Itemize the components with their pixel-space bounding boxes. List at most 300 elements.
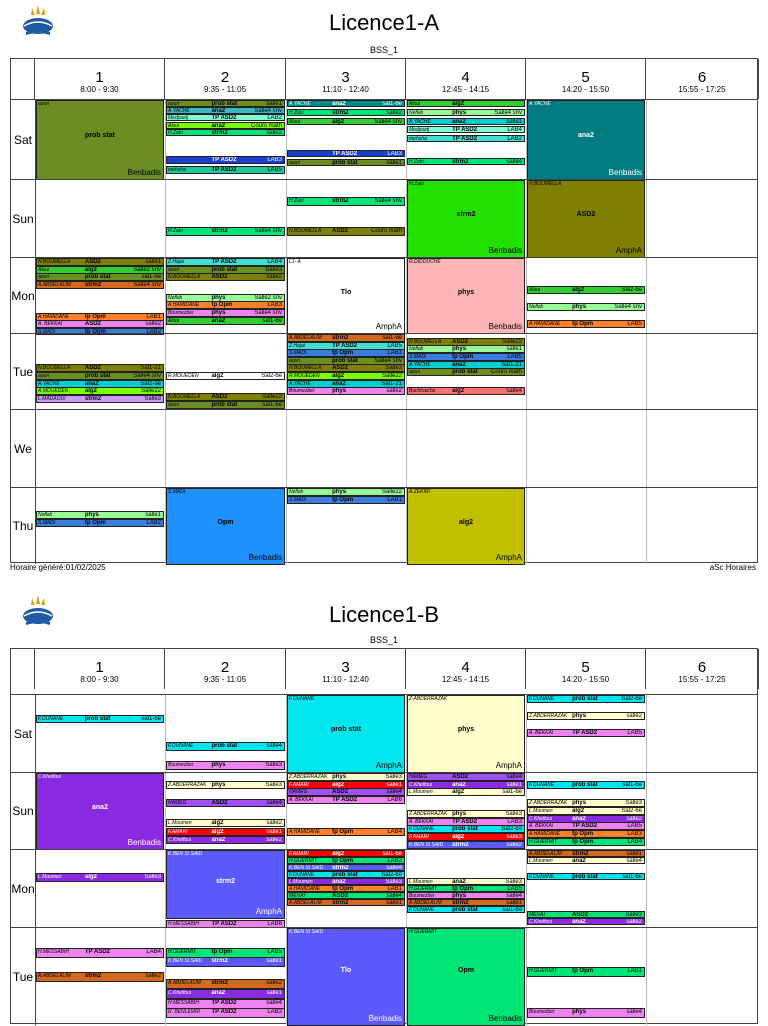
subject-name: alg2: [332, 782, 345, 788]
lesson-card[interactable]: [287, 109, 405, 116]
lesson-card[interactable]: [287, 773, 405, 781]
lesson-card[interactable]: [527, 850, 645, 857]
room-name: Benbadis: [127, 838, 161, 847]
subject-name: tp Opm: [572, 839, 594, 845]
lesson-card[interactable]: [166, 107, 285, 114]
teacher-name: C.Khelfoui: [529, 816, 553, 822]
subject-name: TP ASD2: [84, 949, 110, 955]
lesson-card[interactable]: [407, 180, 525, 258]
lesson-card[interactable]: [287, 118, 405, 125]
room-name: salle1: [506, 900, 522, 906]
column-divider: [165, 410, 166, 487]
lesson-card[interactable]: [166, 799, 285, 807]
lesson-card[interactable]: [287, 150, 405, 157]
lesson-card[interactable]: [407, 118, 525, 125]
period-header: [165, 649, 286, 689]
room-name: Salle3: [265, 762, 282, 768]
subject-name: strm2: [84, 396, 102, 402]
subject-name: ana2: [211, 108, 226, 114]
lesson-card[interactable]: [407, 906, 525, 913]
teacher-name: A.YACHE: [409, 362, 431, 368]
teacher-name: A.ABDELALIM: [409, 900, 442, 906]
lesson-card[interactable]: [36, 372, 164, 380]
room-name: LAB5: [627, 730, 642, 736]
lesson-card[interactable]: [407, 353, 525, 361]
lesson-card[interactable]: [166, 488, 285, 565]
teacher-name: A. BEKKAI: [409, 819, 434, 825]
room-name: salle4: [626, 858, 642, 864]
room-name: salle2: [626, 713, 642, 719]
room-name: Salle3: [625, 800, 642, 806]
room-name: Cours math: [370, 228, 402, 234]
teacher-name: A.ABDELALIM: [289, 335, 322, 341]
lesson-card[interactable]: [36, 773, 164, 850]
period-number: 6: [697, 69, 707, 86]
room-name: salle2: [145, 321, 161, 327]
lesson-card[interactable]: [527, 100, 645, 180]
teacher-name: Aloui: [289, 119, 301, 125]
lesson-card[interactable]: [166, 836, 285, 844]
subject-name: alg2: [84, 874, 97, 880]
room-name: LAB6: [387, 797, 402, 803]
teacher-name: H.Zairi: [409, 181, 424, 187]
subject-name: ana2: [578, 132, 594, 140]
day-row: [11, 772, 757, 849]
lesson-card[interactable]: [287, 899, 405, 906]
period-header: [35, 59, 165, 99]
room-name: LAB3: [387, 858, 402, 864]
subject-name: strm2: [211, 130, 228, 136]
room-name: sal1-6e: [502, 789, 522, 795]
room-name: Sal1-21: [501, 362, 522, 368]
room-name: Salle3: [505, 811, 522, 817]
lesson-card[interactable]: [527, 838, 645, 846]
room-name: Salle4 snv: [133, 282, 161, 288]
subject-name: ana2: [452, 782, 466, 788]
room-name: LAB5: [627, 321, 642, 327]
lesson-card[interactable]: [407, 368, 525, 376]
period-number: 3: [341, 69, 350, 86]
room-name: Sal2-6e: [621, 696, 642, 702]
teacher-name: Boumezber: [168, 310, 194, 316]
teacher-name: R.MOUEDEN: [289, 373, 320, 379]
lesson-card[interactable]: [527, 807, 645, 815]
lesson-card[interactable]: [527, 781, 645, 789]
room-name: Sal2-6e: [261, 373, 282, 379]
lesson-card[interactable]: [527, 911, 645, 918]
lesson-card[interactable]: [407, 878, 525, 885]
lesson-card[interactable]: [36, 948, 164, 958]
teacher-name: H.GUERMIT: [289, 858, 318, 864]
lesson-card[interactable]: [287, 349, 405, 357]
lesson-card[interactable]: [36, 715, 164, 723]
teacher-name: C.Khelfoui: [409, 782, 433, 788]
subject-name: ana2: [211, 837, 226, 843]
room-name: AmphA: [375, 322, 402, 331]
lesson-card[interactable]: [407, 885, 525, 892]
lesson-card[interactable]: [407, 100, 525, 107]
lesson-card[interactable]: [166, 301, 285, 309]
lesson-card[interactable]: [166, 129, 285, 136]
lesson-card[interactable]: [36, 387, 164, 395]
lesson-card[interactable]: [407, 810, 525, 818]
day-label: Mon: [11, 850, 36, 927]
lesson-card[interactable]: [166, 114, 285, 121]
teacher-name: F.AMARI: [289, 782, 309, 788]
generated-date: Horaire généré:01/02/2025: [10, 563, 106, 572]
subject-name: TP ASD2: [572, 730, 598, 736]
room-name: LAB5: [627, 823, 642, 829]
teacher-name: N.BOUMELLA: [289, 365, 322, 371]
room-name: Salle3: [385, 365, 402, 371]
room-name: LAB4: [507, 127, 522, 133]
lesson-card[interactable]: [166, 258, 285, 266]
lesson-card[interactable]: [36, 258, 164, 266]
room-name: AmphA: [615, 246, 642, 255]
lesson-card[interactable]: [36, 281, 164, 289]
subject-name: strm2: [332, 865, 349, 871]
lesson-card[interactable]: [287, 496, 405, 504]
period-header: [286, 649, 406, 689]
teacher-name: S.MADI: [409, 354, 427, 360]
subject-name: phys: [572, 800, 587, 806]
teacher-name: L.Moumen: [529, 858, 553, 864]
lesson-card[interactable]: [166, 819, 285, 827]
lesson-card[interactable]: [407, 841, 525, 849]
lesson-card[interactable]: [527, 303, 645, 311]
room-name: salle4: [506, 893, 522, 899]
teacher-name: Aloui: [529, 287, 541, 293]
subject-name: ana2: [332, 879, 346, 885]
subject-name: tp Opm: [211, 949, 233, 955]
lesson-card[interactable]: [287, 864, 405, 871]
lesson-card[interactable]: [166, 372, 285, 380]
subject-name: tp Opm: [332, 829, 354, 835]
lesson-card[interactable]: [166, 957, 285, 967]
teacher-name: F.AMARI: [168, 829, 188, 835]
lesson-card[interactable]: [166, 317, 285, 325]
teacher-name: L.Moumen: [529, 808, 553, 814]
subject-name: strm2: [332, 198, 349, 204]
lesson-card[interactable]: [407, 825, 525, 833]
lesson-card[interactable]: [527, 830, 645, 838]
lesson-card[interactable]: [36, 873, 164, 882]
teacher-name: A.HAMIDANE: [289, 829, 321, 835]
lesson-card[interactable]: [166, 781, 285, 789]
room-name: LAB1: [146, 314, 161, 320]
lesson-card[interactable]: [287, 387, 405, 395]
room-name: salle2: [506, 842, 522, 848]
period-header: [35, 649, 165, 689]
room-name: LAB3: [507, 819, 522, 825]
teacher-name: HAMEG: [409, 774, 428, 780]
lesson-card[interactable]: [36, 100, 164, 180]
teacher-name: H.Zairi: [168, 130, 183, 136]
lesson-card[interactable]: [407, 258, 525, 334]
lesson-card[interactable]: [407, 773, 525, 781]
lesson-card[interactable]: [407, 387, 525, 395]
day-row: [11, 179, 757, 257]
day-label: Tue: [11, 334, 36, 409]
subject-name: ASD2: [84, 365, 101, 371]
lesson-card[interactable]: [166, 309, 285, 317]
lesson-card[interactable]: [166, 828, 285, 836]
lesson-card[interactable]: [407, 345, 525, 353]
teacher-name: aouri: [289, 160, 301, 166]
room-name: LAB3: [387, 151, 402, 157]
column-divider: [646, 928, 647, 1025]
room-name: salle1: [386, 900, 402, 906]
period-time: 11:10 - 12:40: [322, 675, 369, 684]
lesson-card[interactable]: [287, 695, 405, 773]
lesson-card[interactable]: [407, 695, 525, 773]
lesson-card[interactable]: [287, 871, 405, 878]
room-name: salle2: [266, 130, 282, 136]
room-name: LAB5: [387, 343, 402, 349]
teacher-name: H.GUERMIT: [529, 839, 558, 845]
lesson-card[interactable]: [407, 135, 525, 142]
lesson-card[interactable]: [407, 899, 525, 906]
period-number: 2: [220, 659, 230, 676]
room-name: salle1: [506, 346, 522, 352]
lesson-card[interactable]: [527, 286, 645, 294]
day-row: [11, 99, 757, 179]
room-name: salle2: [386, 110, 402, 116]
period-time: 9:35 - 11:05: [203, 85, 247, 94]
teacher-name: R.MOUEDEN: [168, 373, 199, 379]
lesson-card[interactable]: [166, 761, 285, 770]
lesson-card[interactable]: [287, 258, 405, 334]
teacher-name: Z.ABDERRAZAK: [529, 800, 568, 806]
lesson-card[interactable]: [166, 742, 285, 751]
teacher-name: A.ZEKIRI: [409, 489, 430, 495]
lesson-card[interactable]: [166, 979, 285, 989]
lesson-card[interactable]: [527, 1008, 645, 1018]
room-name: salle4: [626, 1009, 642, 1015]
teacher-name: R. BENLEMRI: [168, 1009, 200, 1015]
period-time: 15:55 - 17:25: [678, 675, 726, 684]
lesson-card[interactable]: [407, 126, 525, 133]
lesson-card[interactable]: [527, 822, 645, 830]
day-row: [11, 927, 757, 1025]
teacher-name: H.GUERMIT: [529, 968, 558, 974]
lesson-card[interactable]: [166, 393, 285, 401]
lesson-card[interactable]: [407, 109, 525, 116]
teacher-name: aouri: [168, 402, 180, 408]
period-header: [526, 649, 646, 689]
lesson-card[interactable]: [407, 892, 525, 899]
lesson-card[interactable]: [287, 364, 405, 372]
lesson-card[interactable]: [527, 729, 645, 737]
teacher-name: A.HAMIDANE: [38, 314, 70, 320]
subject-name: TP ASD2: [211, 115, 237, 121]
teacher-name: MENAI: [529, 912, 545, 918]
column-divider: [646, 410, 647, 487]
lesson-card[interactable]: [287, 100, 405, 107]
lesson-card[interactable]: [527, 918, 645, 925]
room-name: sal1-6e: [382, 101, 402, 107]
lesson-card[interactable]: [287, 159, 405, 166]
teacher-name: A. BEKKAI: [289, 797, 314, 803]
lesson-card[interactable]: [527, 873, 645, 880]
room-name: sal1-6e: [262, 318, 282, 324]
lesson-card[interactable]: [527, 712, 645, 720]
subject-name: tp Opm: [452, 354, 474, 360]
lesson-card[interactable]: [287, 878, 405, 885]
room-name: Salle3: [385, 879, 402, 885]
room-name: salle1: [266, 958, 282, 964]
room-name: salle4: [386, 865, 402, 871]
lesson-card[interactable]: [36, 395, 164, 403]
lesson-card[interactable]: [527, 180, 645, 258]
lesson-card[interactable]: [287, 372, 405, 380]
subject-name: phys: [332, 388, 347, 394]
subject-name: alg2: [572, 808, 585, 814]
subject-name: ana2: [211, 123, 226, 129]
room-name: Cours math: [250, 123, 282, 129]
column-divider: [646, 488, 647, 564]
day-label: Sat: [11, 695, 36, 772]
teacher-name: Boumezber: [409, 893, 435, 899]
subject-name: prob stat: [211, 267, 238, 273]
lesson-card[interactable]: [36, 511, 164, 519]
teacher-name: Boumezber: [289, 388, 315, 394]
subject-name: ana2: [452, 119, 466, 125]
teacher-name: F.OUNANE: [289, 872, 315, 878]
subject-name: TP ASD2: [211, 1000, 237, 1006]
lesson-card[interactable]: [166, 1008, 285, 1018]
lesson-card[interactable]: [36, 519, 164, 527]
period-header: [646, 59, 759, 99]
lesson-card[interactable]: [527, 857, 645, 864]
subject-name: TP ASD2: [332, 797, 358, 803]
lesson-card[interactable]: [527, 320, 645, 328]
subject-name: phys: [332, 774, 347, 780]
period-time: 9:35 - 11:05: [203, 675, 247, 684]
lesson-card[interactable]: [36, 972, 164, 982]
lesson-card[interactable]: [166, 273, 285, 281]
lesson-card[interactable]: [287, 227, 405, 236]
lesson-card[interactable]: [166, 989, 285, 999]
lesson-card[interactable]: [166, 166, 285, 174]
room-name: AmphA: [375, 761, 402, 770]
teacher-name: A.HAMIDANE: [529, 321, 561, 327]
timetable: [10, 590, 758, 1024]
column-divider: [646, 258, 647, 333]
lesson-card[interactable]: [527, 967, 645, 977]
teacher-name: F.OUNANE: [38, 716, 64, 722]
subject-name: alg2: [332, 119, 345, 125]
room-name: salle1: [266, 990, 282, 996]
subject-name: phys: [452, 893, 467, 899]
lesson-card[interactable]: [166, 122, 285, 129]
room-name: AmphA: [495, 553, 522, 562]
lesson-card[interactable]: [166, 850, 285, 919]
lesson-card[interactable]: [407, 928, 525, 1026]
room-name: salle2: [266, 274, 282, 280]
period-number: 5: [581, 69, 590, 86]
subject-name: strm2: [84, 282, 102, 288]
lesson-card[interactable]: [287, 488, 405, 496]
lesson-card[interactable]: [287, 334, 405, 342]
subject-name: tp Opm: [452, 886, 474, 892]
teacher-name: mehsha: [409, 136, 427, 142]
lesson-card[interactable]: [287, 857, 405, 864]
corner-cell: [11, 59, 35, 99]
room-name: salle2: [266, 980, 282, 986]
teacher-name: L.Moumen: [409, 879, 433, 885]
teacher-name: A.YACHE: [38, 381, 60, 387]
lesson-card[interactable]: [36, 364, 164, 372]
room-name: Salle3: [144, 396, 161, 402]
subject-name: strm2: [215, 877, 236, 885]
period-number: 1: [95, 69, 104, 86]
lesson-card[interactable]: [166, 401, 285, 409]
room-name: salle1: [506, 119, 522, 125]
lesson-card[interactable]: [287, 885, 405, 892]
teacher-name: L.Moumen: [38, 874, 62, 880]
teacher-name: R.DIDOUCHE: [409, 259, 441, 265]
subject-name: strm2: [211, 980, 228, 986]
room-name: LAB3: [267, 157, 282, 163]
lesson-card[interactable]: [407, 158, 525, 165]
teacher-name: L.Moumen: [168, 820, 192, 826]
lesson-card[interactable]: [166, 100, 285, 107]
subject-name: ana2: [572, 919, 586, 925]
teacher-name: A.ABDELALIM: [38, 282, 71, 288]
room-name: Sal2-6e: [501, 826, 522, 832]
lesson-card[interactable]: [36, 273, 164, 281]
room-name: Salle4 snv: [374, 198, 402, 204]
subject-name: TP ASD2: [332, 151, 358, 157]
lesson-card[interactable]: [287, 850, 405, 857]
subject-name: prob stat: [211, 402, 238, 408]
lesson-card[interactable]: [166, 227, 285, 236]
subject-name: alg2: [332, 851, 345, 857]
subject-name: ASD2: [211, 394, 228, 400]
lesson-card[interactable]: [407, 833, 525, 841]
lesson-card[interactable]: [407, 488, 525, 565]
lesson-card[interactable]: [527, 799, 645, 807]
lesson-card[interactable]: [407, 788, 525, 796]
lesson-card[interactable]: [166, 156, 285, 164]
period-time: 15:55 - 17:25: [678, 85, 726, 94]
period-time: 8:00 - 9:30: [80, 85, 119, 94]
day-label: Tue: [11, 928, 36, 1025]
room-name: salle1: [145, 512, 161, 518]
lesson-card[interactable]: [287, 828, 405, 836]
lesson-card[interactable]: [36, 320, 164, 328]
column-divider: [286, 410, 287, 487]
lesson-card[interactable]: [287, 788, 405, 796]
teacher-name: Neflah: [289, 489, 304, 495]
room-name: Benbadis: [488, 1014, 522, 1023]
lesson-card[interactable]: [287, 796, 405, 804]
teacher-name: C.Khelfoui: [529, 919, 553, 925]
lesson-card[interactable]: [287, 197, 405, 206]
period-number: 4: [461, 659, 470, 676]
lesson-card[interactable]: [287, 928, 405, 1026]
teacher-name: A. BEKKAI: [529, 823, 554, 829]
teacher-name: MENAI: [289, 893, 305, 899]
teacher-name: F.AMARI: [409, 834, 429, 840]
teacher-name: F.OUNANE: [289, 696, 315, 702]
lesson-card[interactable]: [527, 695, 645, 703]
subject-name: TP ASD2: [211, 167, 237, 173]
room-name: Salle3: [265, 267, 282, 273]
lesson-card[interactable]: [287, 892, 405, 899]
day-label: Thu: [11, 488, 36, 564]
